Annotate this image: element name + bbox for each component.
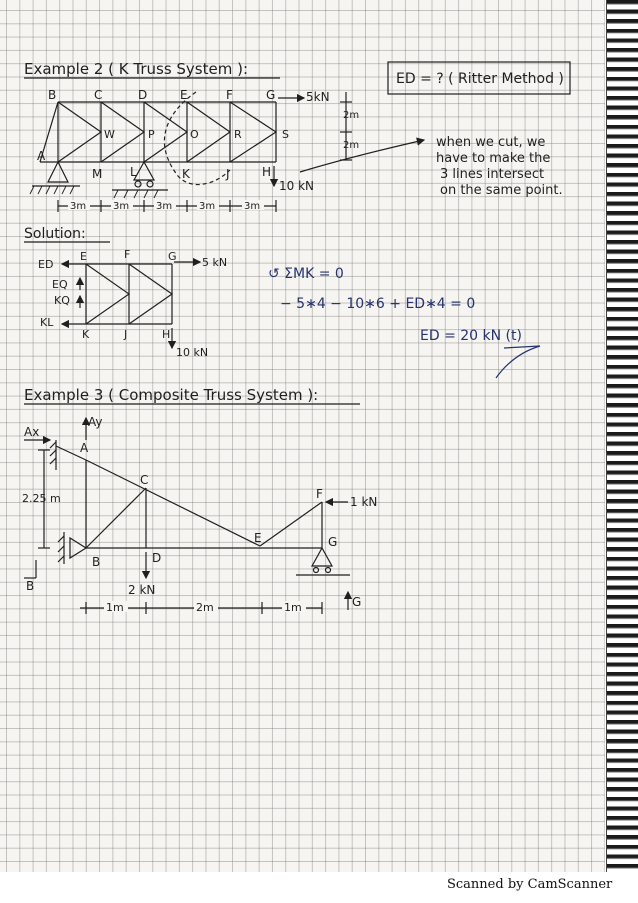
reaction-ax: Ax	[24, 425, 40, 439]
example3-span-1: 1m	[106, 601, 124, 614]
node-label-r: R	[234, 128, 242, 141]
example3-title: Example 3 ( Composite Truss System ):	[24, 386, 319, 404]
example3-span-2: 2m	[196, 601, 214, 614]
truss-node-a: A	[80, 441, 89, 455]
fbd-node-k: K	[82, 328, 90, 341]
node-label-c: C	[94, 88, 103, 102]
note-line-1: when we cut, we	[436, 135, 546, 150]
note-line-2: have to make the	[436, 151, 551, 166]
fbd-node-g: G	[168, 250, 177, 263]
force-label-kl: KL	[40, 316, 54, 329]
height-label: 2.25 m	[22, 492, 61, 505]
fbd-node-h: H	[162, 328, 171, 341]
reaction-b: B	[26, 579, 35, 593]
node-label-l: L	[130, 165, 137, 179]
solution-labels	[38, 248, 227, 359]
span-label-5: 3m	[244, 201, 261, 212]
note-arrow	[300, 140, 424, 172]
node-label-j: J	[226, 167, 230, 181]
node-label-f: F	[226, 88, 233, 102]
node-label-s: S	[282, 128, 289, 141]
result-tick	[496, 346, 540, 378]
node-label-o: O	[190, 128, 199, 141]
support-hatching	[30, 186, 158, 198]
question-text: ED = ? ( Ritter Method )	[396, 71, 564, 87]
truss-node-f: F	[316, 487, 323, 501]
equilibrium-equation: − 5∗4 − 10∗6 + ED∗4 = 0	[280, 296, 476, 312]
example3-span-3: 1m	[284, 601, 302, 614]
node-label-e: E	[180, 88, 188, 102]
example2-title: Example 2 ( K Truss System ):	[24, 60, 249, 78]
fbd-node-e: E	[80, 250, 87, 263]
span-label-2: 3m	[113, 201, 130, 212]
span-label-3: 3m	[156, 201, 173, 212]
moment-equation: ↺ ΣMK = 0	[268, 266, 344, 282]
node-label-g: G	[266, 88, 276, 102]
load-10kn-label: 10 kN	[279, 179, 315, 193]
cut-note	[436, 135, 563, 198]
fbd-load-5kn: 5 kN	[202, 256, 228, 269]
k-truss	[32, 92, 276, 190]
solution-title: Solution:	[24, 226, 86, 242]
truss-node-b: B	[92, 555, 101, 569]
result-text: ED = 20 kN (t)	[420, 328, 522, 344]
fbd-node-j: J	[124, 328, 128, 341]
note-line-3: 3 lines intersect	[440, 167, 545, 182]
composite-truss	[38, 440, 350, 575]
node-label-k: K	[182, 167, 190, 181]
fbd-load-10kn: 10 kN	[176, 346, 209, 359]
node-label-a: A	[37, 149, 46, 163]
height-upper-label: 2m	[343, 110, 360, 121]
node-label-p: P	[148, 128, 155, 141]
force-label-kq: KQ	[54, 294, 70, 307]
truss-node-g: G	[328, 535, 338, 549]
force-label-ed: ED	[38, 258, 54, 271]
load-1kn-label: 1 kN	[350, 495, 378, 509]
fbd-node-f: F	[124, 248, 131, 261]
reaction-g: G	[352, 595, 362, 609]
example3-labels	[22, 415, 377, 609]
node-label-m: M	[92, 167, 103, 181]
truss-node-e: E	[254, 531, 262, 545]
equations	[268, 266, 522, 344]
scanner-watermark: Scanned by CamScanner	[447, 877, 613, 892]
node-label-h: H	[262, 165, 272, 179]
truss-node-c: C	[140, 473, 149, 487]
load-5kn-label: 5kN	[306, 90, 330, 104]
force-label-eq: EQ	[52, 278, 68, 291]
span-label-4: 3m	[199, 201, 216, 212]
truss-node-d: D	[152, 551, 162, 565]
reaction-ay: Ay	[88, 415, 103, 429]
note-line-4: on the same point.	[440, 183, 563, 198]
node-label-b: B	[48, 88, 57, 102]
node-label-w: W	[104, 128, 115, 141]
node-label-d: D	[138, 88, 148, 102]
example3-loads	[24, 418, 348, 610]
height-lower-label: 2m	[343, 140, 360, 151]
span-label-1: 3m	[70, 201, 87, 212]
load-2kn-label: 2 kN	[128, 583, 156, 597]
